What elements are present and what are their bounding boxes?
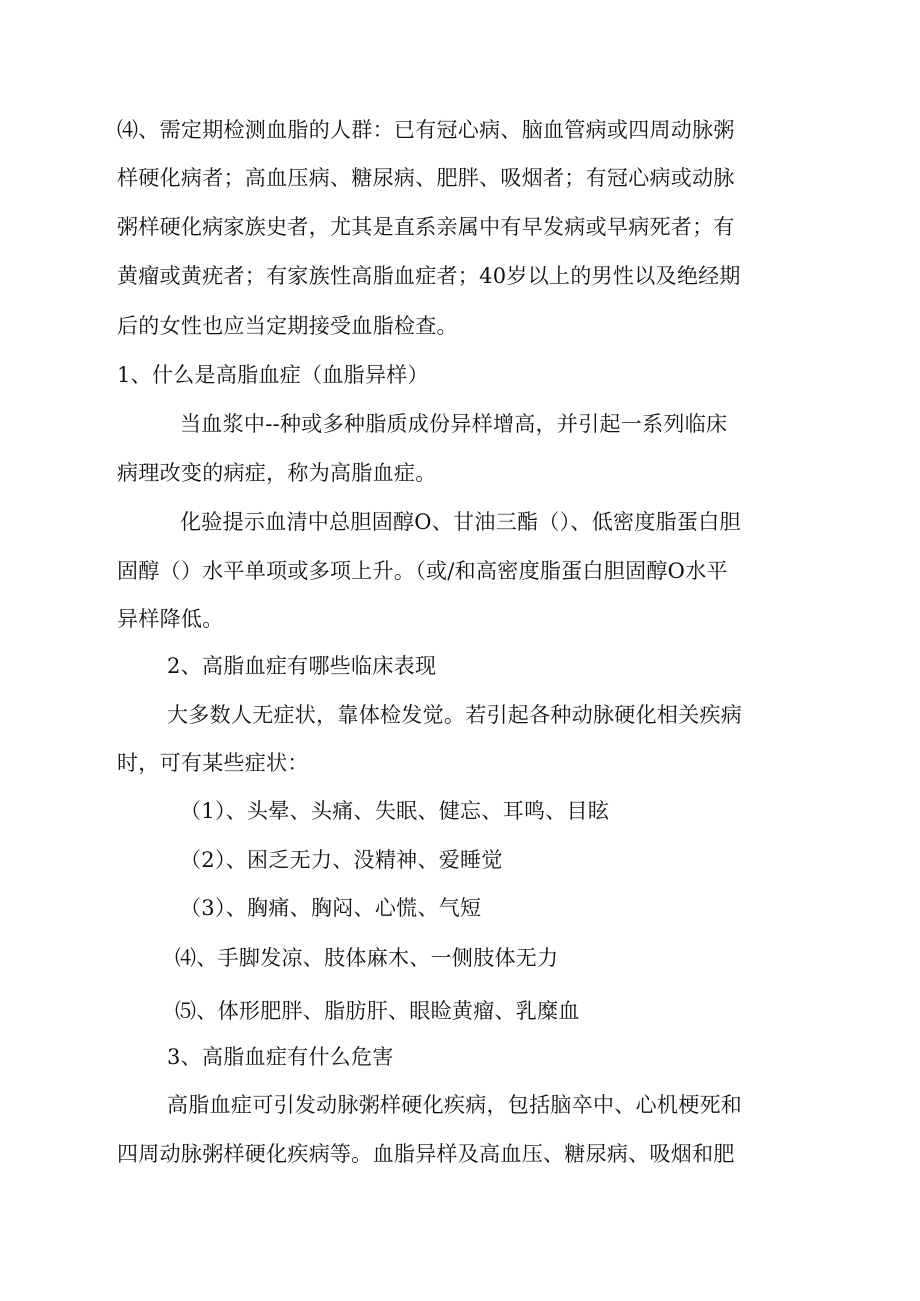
section-heading: 1、什么是高脂血症（血脂异样） — [117, 363, 429, 387]
text-line: 化验提示血清中总胆固醇O、甘油三酯（）、低密度脂蛋白胆 — [180, 510, 741, 534]
text-line: 样硬化病者；高血压病、糖尿病、肥胖、吸烟者；有冠心病或动脉 — [117, 166, 735, 190]
symptom-item: （1）、头晕、头痛、失眠、健忘、耳鸣、目眩 — [180, 799, 610, 823]
symptom-item: （3）、胸痛、胸闷、心慌、气短 — [180, 896, 482, 920]
text-line: 后的女性也应当定期接受血脂检查。 — [117, 314, 458, 338]
text-line: 四周动脉粥样硬化疾病等。血脂异样及高血压、糖尿病、吸烟和肥 — [117, 1142, 735, 1166]
text-line: 高脂血症可引发动脉粥样硬化疾病，包括脑卒中、心机梗死和 — [167, 1093, 743, 1117]
text-line: 黄瘤或黄疣者；有家族性高脂血症者；40岁以上的男性以及绝经期 — [117, 264, 741, 288]
text-line: 固醇（）水平单项或多项上升。（或/和高密度脂蛋白胆固醇O水平 — [117, 559, 728, 583]
symptom-item: （2）、困乏无力、没精神、爱睡觉 — [180, 848, 503, 872]
symptom-item: ⑸、体形肥胖、脂肪肝、眼睑黄瘤、乳糜血 — [175, 999, 580, 1023]
symptom-item: ⑷、手脚发凉、肢体麻木、一侧肢体无力 — [175, 946, 559, 970]
text-line: 异样降低。 — [117, 607, 224, 631]
text-line: 病理改变的病症，称为高脂血症。 — [117, 461, 437, 485]
section-heading: 2、高脂血症有哪些临床表现 — [167, 654, 437, 678]
text-line: 粥样硬化病家族史者，尤其是直系亲属中有早发病或早病死者；有 — [117, 215, 735, 239]
section-heading: 3、高脂血症有什么危害 — [167, 1045, 394, 1069]
text-line: 当血浆中--种或多种脂质成份异样增高，并引起一系列临床 — [180, 412, 728, 436]
text-line: ⑷、需定期检测血脂的人群：已有冠心病、脑血管病或四周动脉粥 — [117, 118, 735, 142]
text-line: 大多数人无症状，靠体检发觉。若引起各种动脉硬化相关疾病 — [167, 703, 743, 727]
text-line: 时，可有某些症状： — [117, 751, 309, 775]
